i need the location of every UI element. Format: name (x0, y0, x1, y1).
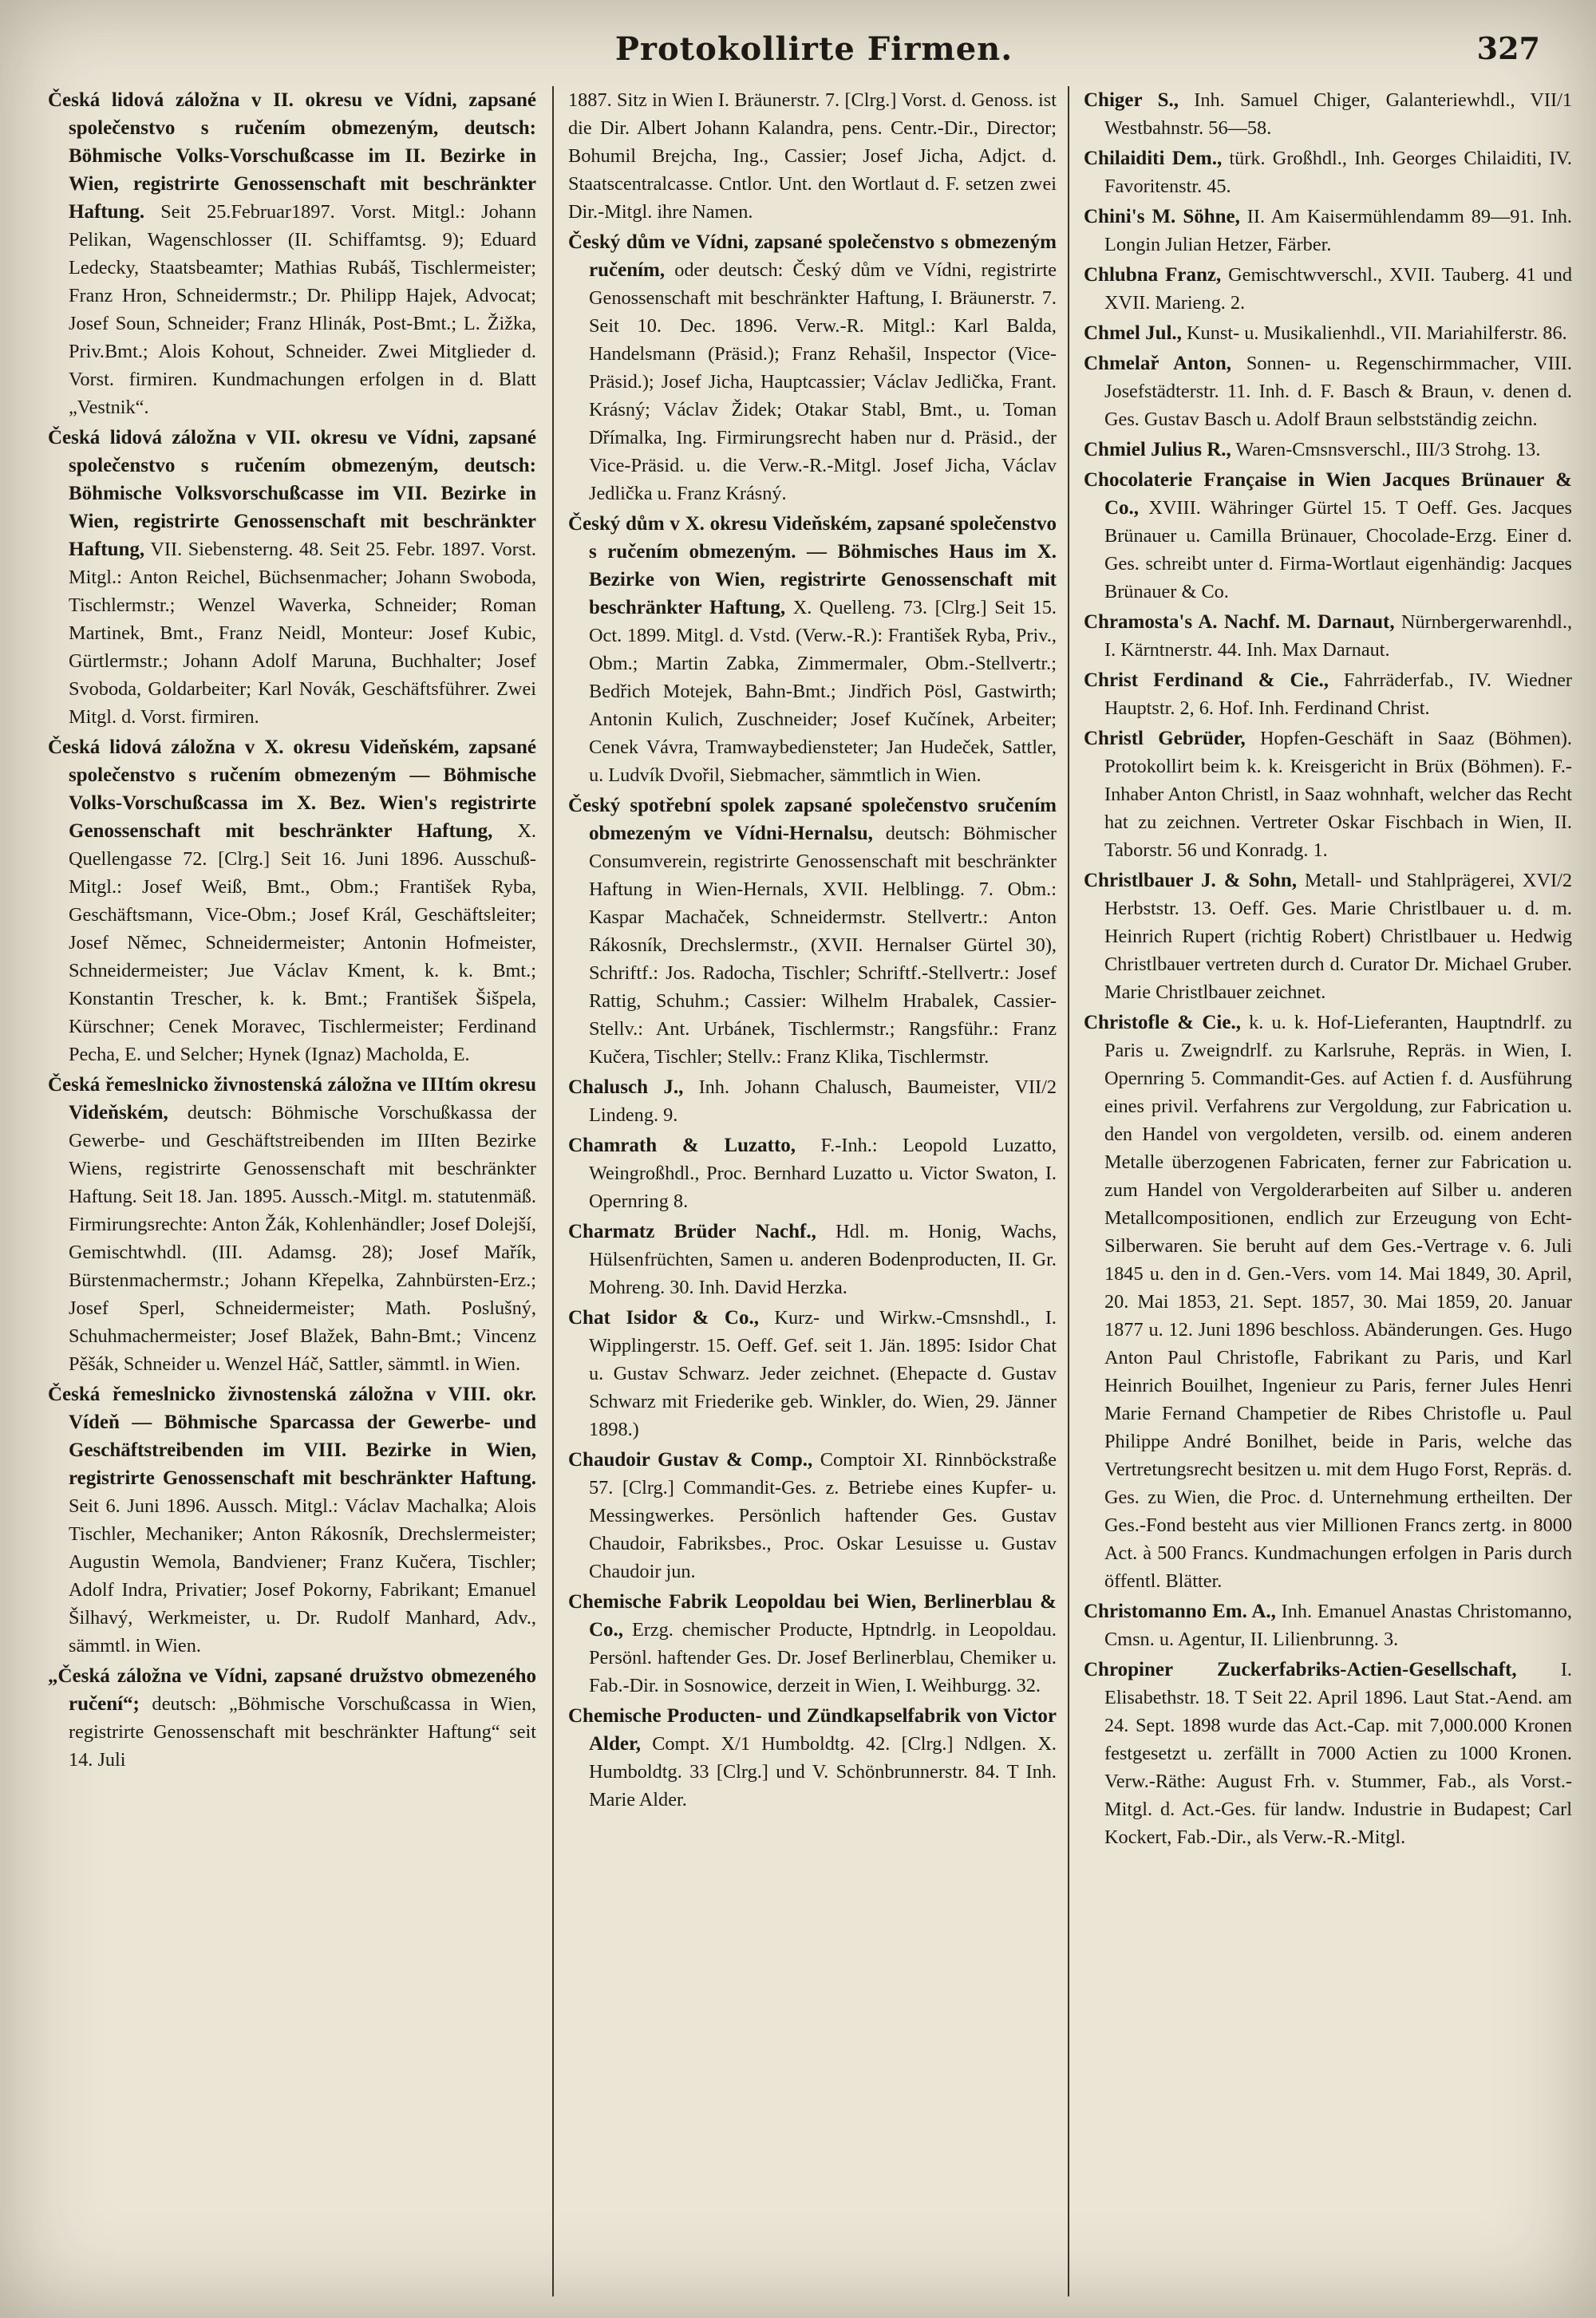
firm-name: Chamrath & Luzatto, (568, 1135, 796, 1156)
firm-name: Český spotřební spolek zapsané společenstvo sručením obmezeným ve Vídni-Hernalsu, (568, 795, 1057, 844)
firm-name: Christlbauer J. & Sohn, (1084, 870, 1298, 891)
directory-entry (1084, 1597, 1572, 1653)
directory-entry (1084, 319, 1572, 347)
firm-name: Chini's M. Söhne, (1084, 206, 1240, 227)
directory-entry (1084, 144, 1572, 200)
firm-details: Kunst- u. Musikalienhdl., VII. Mariahilferstr. 86. (1187, 322, 1567, 344)
firm-name: Český dům v X. okresu Videňském, zapsané společenstvo s ručením obmezeným. — Böhmisches Haus im X. Bezirke von Wien, registrirte Genossenschaft mit beschränkter Haftung, (568, 513, 1057, 618)
text-column-2 (568, 86, 1057, 2296)
firm-details: k. u. k. Hof-Lieferanten, Hauptndrlf. zu Paris u. Zweigndrlf. zu Karlsruhe, Repräs. in Wien, I. Opernring 5. Commandit-Ges. auf Actien f. d. Ausführung eines privil. Verfahrens zur Vergoldung, zur Fabrication u. den Handel von vergoldeten, versilb. od. einem anderen Metalle überzogenen Fabricaten, ferner zur Fabrication u. zum Handel von Vergolderarbeiten auf Silber u. anderen Metallcompositionen, endlich zur Erzeugung von Echt-Silberwaren. Sie beruht auf dem Ges.-Vertrage v. 6. Juli 1845 u. den in d. Gen.-Vers. vom 14. Mai 1849, 30. April, 20. Mai 1853, 21. Sept. 1857, 30. Mai 1859, 20. Januar 1877 u. 12. Juni 1896 beschloss. Abänderungen. Ges. Hugo Anton Paul Christofle, Fabrikant zu Paris, und Karl Heinrich Bouilhet, Ingenieur zu Paris, ferner Jules Henri Marie Fernand Champetier de Ribes Christofle u. Paul Philippe André Bonilhet, beide in Paris, welche das Vertretungsrecht besitzen u. mit dem Hugo Forst, Repräs. d. Ges. zu Wien, die Proc. d. Unternehmung ertheilten. Der Ges.-Fond besteht aus vier Millionen Francs zertg. in 8000 Act. à 500 Francs. Kundmachungen erfolgen in Paris durch öffentl. Blätter. (1104, 1012, 1572, 1592)
directory-entry (568, 1131, 1057, 1215)
firm-name: Christofle & Cie., (1084, 1012, 1241, 1033)
directory-entry (568, 1446, 1057, 1585)
firm-name: Chemische Fabrik Leopoldau bei Wien, Berlinerblau & Co., (568, 1591, 1057, 1641)
directory-entry (568, 510, 1057, 789)
directory-entry (1084, 203, 1572, 259)
firm-details: II. Am Kaisermühlendamm 89—91. Inh. Longin Julian Hetzer, Färber. (1104, 206, 1572, 255)
firm-name: Česká lidová záložna v II. okresu ve Vídni, zapsané společenstvo s ručením obmezeným, deutsch: Böhmische Volks-Vorschußcasse im II. Bezirke in Wien, registrirte Genossenschaft mit beschränkter Haftung. (48, 89, 536, 223)
firm-details: deutsch: Böhmischer Consumverein, registrirte Genossenschaft mit beschränkter Haftung in Wien-Hernals, XVII. Helblingg. 7. Obm.: Kaspar Machaček, Schneidermstr. Stellvertr.: Anton Rákosník, Drechslermstr., (XVII. Hernalser Gürtel 30), Schriftf.: Jos. Radocha, Tischler; Schriftf.-Stellvertr.: Josef Rattig, Schuhm.; Cassier: Wilhelm Hrabalek, Cassier-Stellv.: Ant. Urbánek, Tischlermstr.; Rangsführ.: Franz Kučera, Tischler; Stellv.: Franz Klika, Tischlermstr. (589, 823, 1057, 1068)
directory-entry (568, 1218, 1057, 1301)
directory-entry (1084, 867, 1572, 1006)
firm-name: Česká řemeslnicko živnostenská záložna ve IIItím okresu Videňském, (48, 1074, 536, 1123)
firm-details: oder deutsch: Český dům ve Vídni, registrirte Genossenschaft mit beschränkter Haftung, I. Bräunerstr. 7. Seit 10. Dec. 1896. Verw.-R. Mitgl.: Karl Balda, Handelsmann (Präsid.); Franz Rehašil, Inspector (Vice-Präsid.); Josef Jicha, Hauptcassier; Václav Jedlička, Frant. Krásný; Václav Židek; Otakar Stabl, Bmt., u. Toman Dřímalka, Ing. Firmirungsrecht haben nur d. Präsid., der Vice-Präsid. u. die Verw.-R.-Mitgl. Josef Jicha, Václav Jedlička u. Franz Krásný. (589, 259, 1057, 504)
firm-details: X. Quelleng. 73. [Clrg.] Seit 15. Oct. 1899. Mitgl. d. Vstd. (Verw.-R.): František Ryba, Priv., Obm.; Martin Zabka, Zimmermaler, Obm.-Stellvertr.; Bedřich Motejek, Bahn-Bmt.; Jindřich Pösl, Gastwirth; Antonin Kulich, Zuschneider; Josef Kučínek, Arbeiter; Cenek Vávra, Tramwaybediensteter; Jan Hudeček, Sattler, u. Ludvík Dvořil, Siebmacher, sämmtlich in Wien. (589, 597, 1057, 786)
page-number: 327 (1476, 30, 1540, 66)
firm-details: deutsch: Böhmische Vorschußkassa der Gewerbe- und Geschäftstreibenden im IIIten Bezirke Wiens, registrirte Genossenschaft mit beschränkter Haftung. Seit 18. Jan. 1895. Aussch.-Mitgl. m. statutenmäß. Firmirungsrechte: Anton Žák, Kohlenhändler; Josef Dolejší, Gemischtwhdl. (III. Adamsg. 28); Josef Mařík, Bürstenmachermstr.; Johann Křepelka, Zahnbürsten-Erz.; Josef Sperl, Schneidermeister; Math. Poslušný, Schuhmachermeister; Josef Blažek, Bahn-Bmt.; Vincenz Pěšák, Schneider u. Wenzel Háč, Sattler, sämmtl. in Wien. (69, 1102, 536, 1375)
text-column-1 (48, 86, 536, 2296)
directory-entry (568, 1304, 1057, 1443)
firm-details: türk. Großhdl., Inh. Georges Chilaiditi, IV. Favoritenstr. 45. (1104, 148, 1572, 197)
column-divider (1068, 86, 1069, 2296)
firm-name: Chropiner Zuckerfabriks-Actien-Gesellschaft, (1084, 1659, 1517, 1680)
directory-entry (1084, 666, 1572, 722)
directory-entry (1084, 261, 1572, 317)
page-header (80, 22, 1548, 70)
firm-details: Hopfen-Geschäft in Saaz (Böhmen). Protokollirt beim k. k. Kreisgericht in Brüx (Böhmen). F.-Inhaber Anton Christl, in Saaz wohnhaft, welcher das Recht hat zu zeichnen. Vertreter Oskar Fischbach in Wien, II. Taborstr. 56 und Konradg. 1. (1104, 728, 1572, 861)
directory-entry (48, 1071, 536, 1378)
firm-details: X. Quellengasse 72. [Clrg.] Seit 16. Juni 1896. Ausschuß-Mitgl.: Josef Weiß, Bmt., Obm.; František Ryba, Geschäftsmann, Vice-Obm.; Josef Král, Geschäftsleiter; Josef Němec, Schneidermeister; Antonin Hofmeister, Schneidermeister; Jue Václav Kment, k. k. Bmt.; Konstantin Trescher, k. k. Bmt.; František Šišpela, Kürschner; Cenek Moravec, Tischlermeister; Ferdinand Pecha, E. und Selcher; Hynek (Ignaz) Macholda, E. (69, 820, 536, 1065)
firm-name: Chocolaterie Française in Wien Jacques Brünauer & Co., (1084, 469, 1572, 519)
firm-details: Fahrräderfab., IV. Wiedner Hauptstr. 2, 6. Hof. Inh. Ferdinand Christ. (1104, 669, 1572, 719)
firm-details: Inh. Johann Chalusch, Baumeister, VII/2 Lindeng. 9. (589, 1076, 1057, 1126)
firm-details: Comptoir XI. Rinnböckstraße 57. [Clrg.] Commandit-Ges. z. Betriebe eines Kupfer- u. Messingwerkes. Persönlich haftender Ges. Gustav Chaudoir, Fabriksbes., Proc. Oskar Lesuisse u. Gustav Chaudoir jun. (589, 1449, 1057, 1582)
directory-entry (1084, 725, 1572, 864)
firm-name: Chmel Jul., (1084, 322, 1182, 344)
firm-name: Chaudoir Gustav & Comp., (568, 1449, 813, 1471)
firm-name: Chramosta's A. Nachf. M. Darnaut, (1084, 611, 1395, 633)
firm-name: Chmelař Anton, (1084, 353, 1232, 374)
directory-entry (1084, 1009, 1572, 1595)
directory-entry (48, 733, 536, 1068)
directory-entry (1084, 466, 1572, 606)
directory-entry (1084, 608, 1572, 664)
firm-name: Chalusch J., (568, 1076, 684, 1098)
firm-name: Charmatz Brüder Nachf., (568, 1221, 816, 1242)
firm-details: deutsch: „Böhmische Vorschußcassa in Wien, registrirte Genossenschaft mit beschränkter Haftung“ seit 14. Juli (69, 1693, 536, 1771)
firm-details: Inh. Samuel Chiger, Galanteriewhdl., VII/1 Westbahnstr. 56—58. (1104, 89, 1572, 139)
firm-name: Chat Isidor & Co., (568, 1307, 759, 1329)
firm-details: Erzg. chemischer Producte, Hptndrlg. in Leopoldau. Persönl. haftender Ges. Dr. Josef Berlinerblau, Chemiker u. Fab.-Dir. in Sosnowice, derzeit in Wien, I. Weihburgg. 32. (589, 1619, 1057, 1696)
firm-details: Waren-Cmsnsverschl., III/3 Strohg. 13. (1235, 439, 1541, 460)
firm-name: Christl Gebrüder, (1084, 728, 1246, 749)
directory-entry (1084, 86, 1572, 142)
firm-details: XVIII. Währinger Gürtel 15. T Oeff. Ges. Jacques Brünauer u. Camilla Brünauer, Chocolade-Erzg. Einer d. Ges. schreibt unter d. Firma-Wortlaut eigenhändig: Jacques Brünauer & Co. (1104, 497, 1572, 602)
firm-details: 1887. Sitz in Wien I. Bräunerstr. 7. [Clrg.] Vorst. d. Genoss. ist die Dir. Albert Johann Kalandra, pens. Centr.-Dir., Director; Bohumil Brejcha, Ing., Cassier; Josef Jicha, Adjct. d. Staatscentralcasse. Cntlor. Unt. den Wortlaut d. F. setzen zwei Dir.-Mitgl. ihre Namen. (568, 89, 1057, 223)
directory-entry (568, 1073, 1057, 1129)
firm-details: Hdl. m. Honig, Wachs, Hülsenfrüchten, Samen u. anderen Bodenproducten, II. Gr. Mohreng. 30. Inh. David Herzka. (589, 1221, 1057, 1298)
firm-details: Seit 6. Juni 1896. Aussch. Mitgl.: Václav Machalka; Alois Tischler, Mechaniker; Anton Rákosník, Drechslermeister; Augustin Wemola, Bandviener; Franz Kučera, Tischler; Adolf Indra, Privatier; Josef Pokorny, Fabrikant; Emanuel Šilhavý, Werkmeister, u. Dr. Rudolf Manhard, Adv., sämmtl. in Wien. (69, 1495, 536, 1657)
column-divider (552, 86, 554, 2296)
firm-details: F.-Inh.: Leopold Luzatto, Weingroßhdl., Proc. Bernhard Luzatto u. Victor Swaton, I. Opernring 8. (589, 1135, 1057, 1212)
directory-entry (568, 1702, 1057, 1814)
firm-details: Kurz- und Wirkw.-Cmsnshdl., I. Wipplingerstr. 15. Oeff. Gef. seit 1. Jän. 1895: Isidor Chat u. Gustav Schwarz. Jeder zeichnet. (Ehepacte d. Gustav Schwarz mit Friederike geb. Winkler, do. Wien, 29. Jänner 1898.) (589, 1307, 1057, 1440)
directory-entry (1084, 436, 1572, 464)
directory-entry (48, 1662, 536, 1774)
firm-details: Metall- und Stahlprägerei, XVI/2 Herbststr. 13. Oeff. Ges. Marie Christlbauer u. d. m. Heinrich Rupert (richtig Robert) Christlbauer u. Hedwig Christlbauer vertreten durch d. Curator Dr. Michael Gruber. Marie Christlbauer zeichnet. (1104, 870, 1572, 1003)
directory-entry (568, 228, 1057, 507)
directory-entry (48, 424, 536, 731)
directory-entry (568, 1588, 1057, 1700)
firm-name: Chmiel Julius R., (1084, 439, 1231, 460)
firm-details: Inh. Emanuel Anastas Christomanno, Cmsn. u. Agentur, II. Lilienbrunng. 3. (1104, 1601, 1572, 1650)
firm-name: Chemische Producten- und Zündkapselfabrik von Victor Alder, (568, 1705, 1057, 1755)
firm-name: Christ Ferdinand & Cie., (1084, 669, 1329, 691)
firm-details: Sonnen- u. Regenschirmmacher, VIII. Josefstädterstr. 11. Inh. d. F. Basch & Braun, v. denen d. Ges. Gustav Basch u. Adolf Braun selbstständig zeichn. (1104, 353, 1572, 430)
text-column-3 (1084, 86, 1572, 2296)
firm-details: VII. Siebensterng. 48. Seit 25. Febr. 1897. Vorst. Mitgl.: Anton Reichel, Büchsenmacher; Johann Swoboda, Tischlermstr.; Wenzel Waverka, Schneider; Roman Martinek, Bmt., Franz Neidl, Monteur: Josef Kubic, Gürtlermstr.; Johann Adolf Maruna, Buchhalter; Josef Svoboda, Goldarbeiter; Karl Novák, Geschäftsführer. Zwei Mitgl. d. Vorst. firmiren. (69, 539, 536, 728)
directory-entry (568, 86, 1057, 226)
firm-details: Nürnbergerwarenhdl., I. Kärntnerstr. 44. Inh. Max Darnaut. (1104, 611, 1572, 661)
firm-details: I. Elisabethstr. 18. T Seit 22. April 1896. Laut Stat.-Aend. am 24. Sept. 1898 wurde das Act.-Cap. mit 7,000.000 Kronen festgesetzt u. zerfällt in 7000 Actien zu 1000 Kronen. Verw.-Räthe: August Frh. v. Stummer, Fab., als Vorst.-Mitgl. d. Act.-Ges. für landw. Industrie in Budapest; Carl Kockert, Fab.-Dir., als Verw.-R.-Mitgl. (1104, 1659, 1572, 1848)
directory-entry (48, 86, 536, 421)
directory-entry (48, 1380, 536, 1660)
firm-name: Christomanno Em. A., (1084, 1601, 1276, 1622)
page-title: Protokollirte Firmen. (614, 30, 1013, 68)
firm-details: Gemischtwverschl., XVII. Tauberg. 41 und XVII. Marieng. 2. (1104, 264, 1572, 314)
firm-name: Česká lidová záložna v X. okresu Videňském, zapsané společenstvo s ručením obmezeným — Böhmische Volks-Vorschußcassa im X. Bez. Wien's registrirte Genossenschaft mit beschränkter Haftung, (48, 736, 536, 842)
firm-details: Compt. X/1 Humboldtg. 42. [Clrg.] Ndlgen. X. Humboldtg. 33 [Clrg.] und V. Schönbrunnerstr. 84. T Inh. Marie Alder. (589, 1733, 1057, 1811)
directory-entry (568, 792, 1057, 1071)
directory-entry (1084, 1656, 1572, 1851)
firm-name: Chilaiditi Dem., (1084, 148, 1223, 169)
firm-name: Česká řemeslnicko živnostenská záložna v VIII. okr. Vídeň — Böhmische Sparcassa der Gewerbe- und Geschäftstreibenden im VIII. Bezirke in Wien, registrirte Genossenschaft mit beschränkter Haftung. (48, 1384, 536, 1489)
firm-name: „Česká záložna ve Vídni, zapsané družstvo obmezeného ručení“; (48, 1665, 536, 1715)
firm-name: Český dům ve Vídni, zapsané společenstvo s obmezeným ručením, (568, 231, 1057, 281)
firm-name: Chlubna Franz, (1084, 264, 1222, 286)
firm-name: Chiger S., (1084, 89, 1179, 111)
directory-entry (1084, 349, 1572, 433)
firm-name: Česká lidová záložna v VII. okresu ve Vídni, zapsané společenstvo s ručením obmezeným, deutsch: Böhmische Volksvorschußcasse im VII. Bezirke in Wien, registrirte Genossenschaft mit beschränkter Haftung, (48, 427, 536, 560)
firm-details: Seit 25.Februar1897. Vorst. Mitgl.: Johann Pelikan, Wagenschlosser (II. Schiffamtsg. 9); Eduard Ledecky, Staatsbeamter; Mathias Rubáš, Tischlermeister; Franz Hron, Schneidermstr.; Dr. Philipp Hajek, Advocat; Josef Soun, Schneider; Franz Hlinák, Post-Bmt.; L. Žižka, Priv.Bmt.; Alois Kohout, Schneider. Zwei Mitglieder d. Vorst. firmiren. Kundmachungen erfolgen in d. Blatt „Vestnik“. (69, 201, 536, 418)
